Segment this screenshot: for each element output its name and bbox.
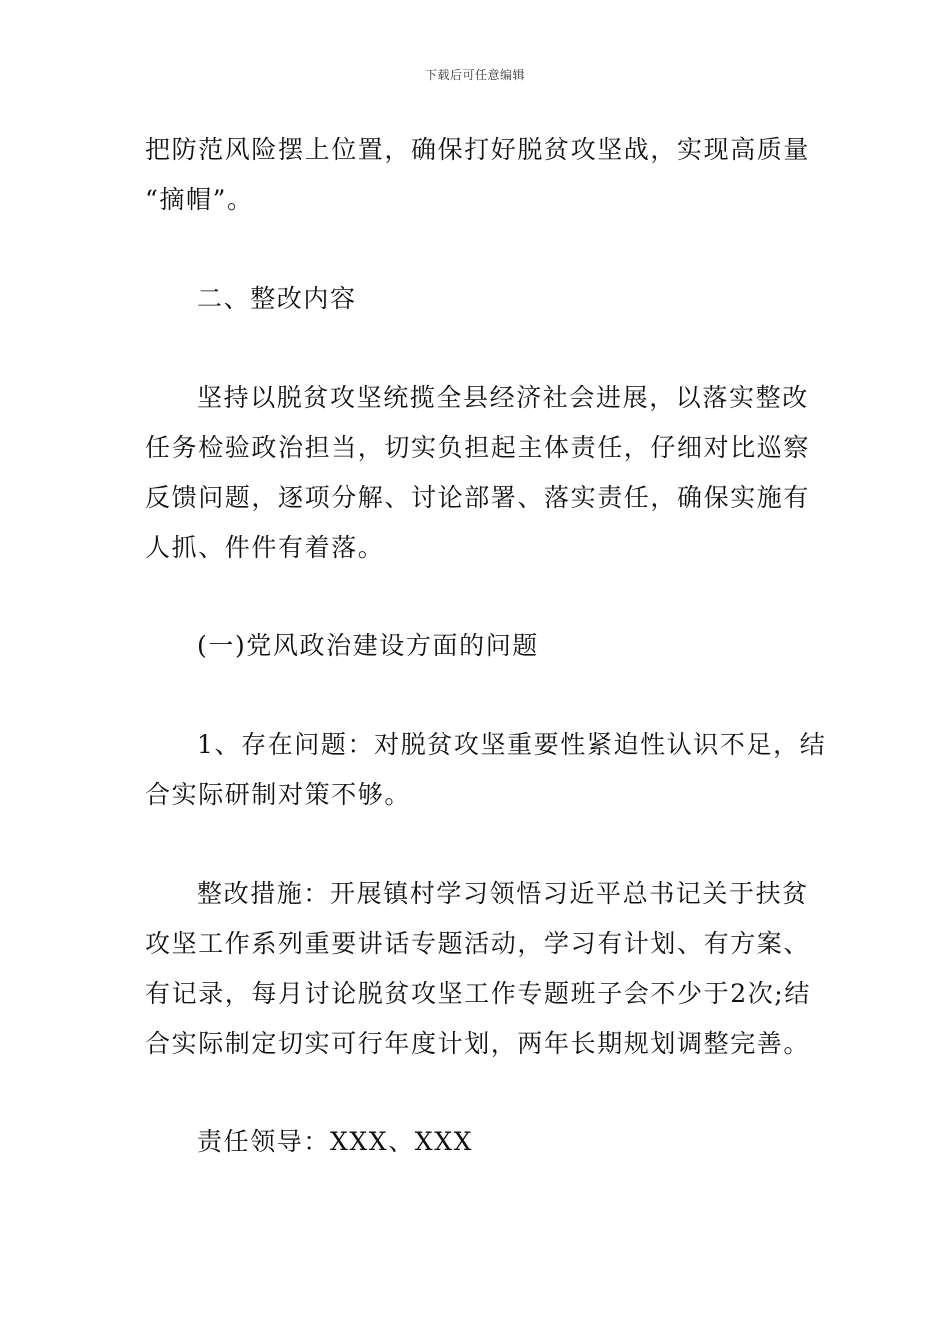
paragraph-line: 反馈问题，逐项分解、讨论部署、落实责任，确保实施有 <box>145 483 811 512</box>
paragraph-line: 合实际制定切实可行年度计划，两年长期规划调整完善。 <box>145 1029 811 1058</box>
paragraph-line: 整改措施：开展镇村学习领悟习近平总书记关于扶贫 <box>197 879 809 908</box>
paragraph-line: 把防范风险摆上位置，确保打好脱贫攻坚战，实现高质量 <box>145 135 811 164</box>
subsection-heading <box>145 621 810 671</box>
paragraph-line: “摘帽”。 <box>145 185 254 214</box>
responsible-leader-text: 责任领导：XXX、XXX <box>197 1127 473 1156</box>
paragraph-line: 任务检验政治担当，切实负担起主体责任，仔细对比巡察 <box>145 433 811 462</box>
paragraph-line: 1、存在问题：对脱贫攻坚重要性紧迫性认识不足，结 <box>197 730 827 759</box>
page-header-note: 下载后可任意编辑 <box>424 68 525 82</box>
paragraph-line: 人抓、件件有着落。 <box>145 533 385 562</box>
paragraph-line: 攻坚工作系列重要讲话专题活动，学习有计划、有方案、 <box>145 929 811 958</box>
measures-paragraph <box>145 869 810 1069</box>
paragraph-line: 合实际研制对策不够。 <box>145 780 412 809</box>
continuation-paragraph <box>145 125 810 225</box>
paragraph-line: 坚持以脱贫攻坚统揽全县经济社会进展，以落实整改 <box>197 383 809 412</box>
responsible-paragraph <box>145 1117 810 1167</box>
section-heading <box>145 274 810 324</box>
paragraph-line: 有记录，每月讨论脱贫攻坚工作专题班子会不少于2次;结 <box>145 979 811 1008</box>
section-heading-text: 二、整改内容 <box>197 284 357 313</box>
issue-paragraph <box>145 720 827 820</box>
subsection-heading-text: (一)党风政治建设方面的问题 <box>197 631 539 660</box>
intro-paragraph <box>145 373 810 573</box>
